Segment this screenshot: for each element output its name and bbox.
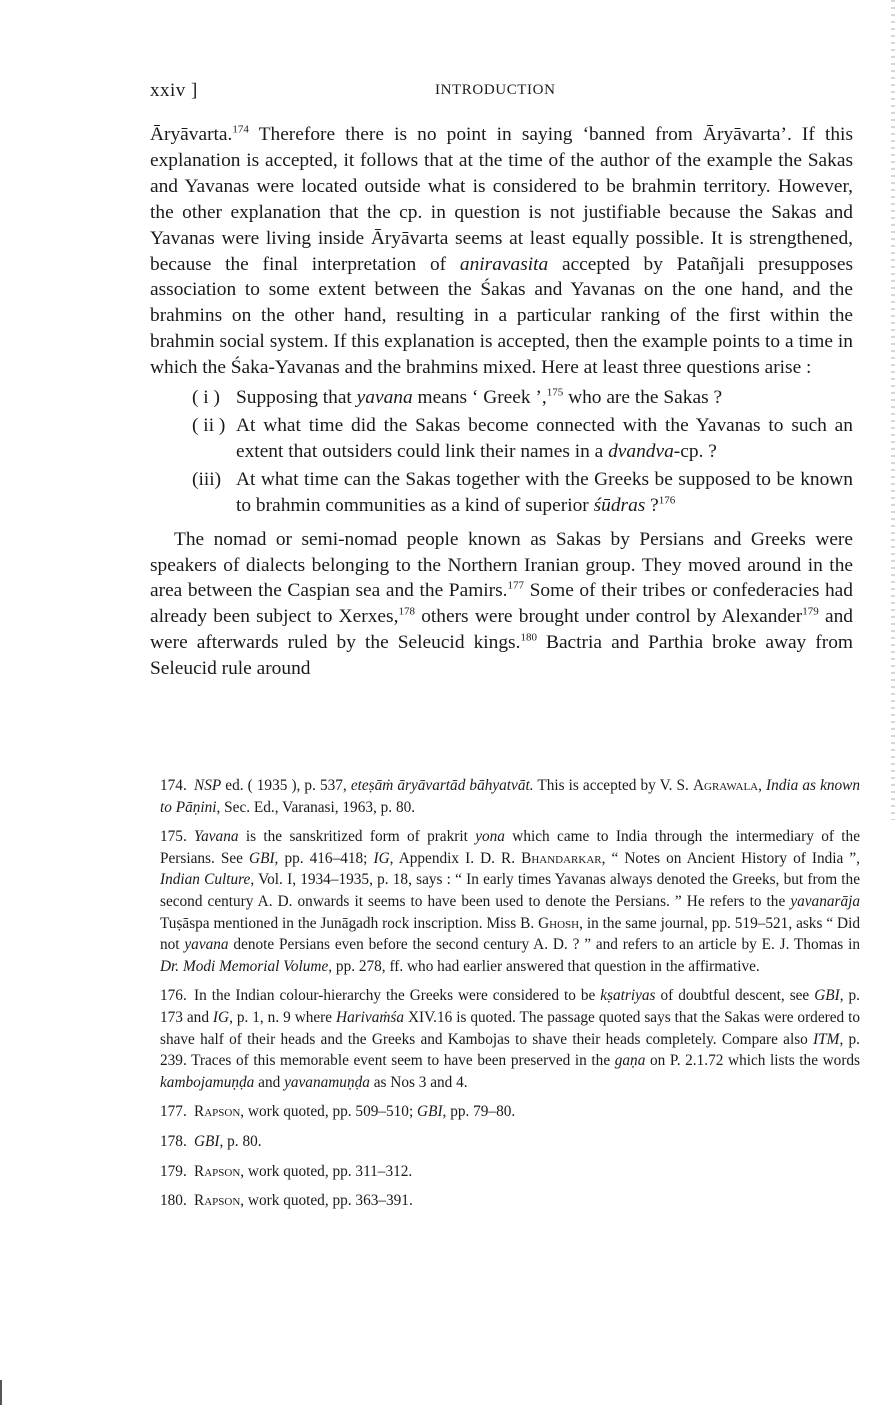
text-span: , in the same journal, pp. 519–521, asks “ Did not (160, 914, 860, 954)
abbrev: GBI (417, 1103, 443, 1121)
footnote-ref-178: 178 (398, 605, 415, 618)
footnote-number: 180. (160, 1192, 187, 1210)
footnote-ref-177: 177 (507, 579, 525, 592)
paragraph-2 (150, 527, 853, 682)
text-span: , p. 239. Traces of this memorable event seem to have been preserved in the (160, 1030, 861, 1070)
running-head: INTRODUCTION (435, 82, 556, 98)
term: yavanarāja (790, 892, 860, 910)
text-span: who are the Sakas ? (563, 387, 723, 409)
text-span: , pp. 79–80. (442, 1103, 516, 1121)
author-name: Rapson (194, 1192, 241, 1210)
text-span: In the Indian colour-hierarchy the Greeks were considered to be (194, 987, 601, 1005)
text-span: , work quoted, pp. 311–312. (240, 1162, 413, 1180)
scan-margin-line (0, 1380, 2, 1405)
paragraph-1 (150, 122, 853, 381)
term: śūdras (593, 494, 646, 516)
main-text (150, 122, 853, 682)
term: kambojamuṇḍa (160, 1073, 255, 1091)
footnote-ref-174: 174 (232, 123, 249, 136)
scan-edge-artifact (891, 0, 895, 820)
text-span: , p. 173 and (160, 987, 860, 1026)
text-span: as Nos 3 and 4. (369, 1073, 468, 1091)
page-header (150, 80, 850, 106)
text-span: At what time did the Sakas become connected with the Yavanas to such an extent that outsiders could link their names in a (236, 414, 853, 462)
text-span: which came to India through the intermediary of the Persians. See (160, 828, 860, 867)
text-span: At what time can the Sakas together with the Greeks be supposed to be known to brahmin communities as a kind of superior (236, 468, 853, 516)
text-span: Supposing that (236, 387, 357, 409)
text-span: Some of their tribes or confederacies had already been subject to Xerxes, (150, 580, 853, 628)
text-span: Āryāvarta. (150, 124, 233, 145)
book-title: Harivaṁśa (336, 1008, 405, 1026)
text-span: ? (645, 494, 659, 516)
text-span: , Appendix I. D. R. (389, 849, 522, 867)
text-span: Bactria and Parthia broke away from Seleucid rule around (150, 632, 854, 680)
abbrev: ITM (813, 1030, 840, 1048)
footnote-176 (160, 985, 860, 1093)
footnote-179 (160, 1161, 860, 1183)
abbrev: IG (373, 849, 390, 867)
question-item (192, 467, 853, 519)
question-item (192, 385, 853, 411)
question-number: ( ii ) (192, 414, 226, 436)
footnotes (160, 775, 860, 1220)
text-span: , work quoted, pp. 363–391. (240, 1192, 413, 1210)
term: gaṇa (614, 1052, 646, 1070)
footnote-ref-180: 180 (520, 631, 537, 644)
book-title: Dr. Modi Memorial Volume (160, 957, 329, 975)
footnote-ref-175: 175 (546, 386, 564, 399)
text-span: and were afterwards ruled by the Seleucid kings. (150, 606, 853, 654)
question-item (192, 413, 853, 465)
term: kṣatriyas (600, 987, 656, 1005)
footnote-180 (160, 1190, 860, 1212)
text-span: , “ Notes on Ancient History of India ”, (601, 849, 861, 867)
footnote-175 (160, 826, 860, 977)
footnote-ref-179: 179 (802, 605, 819, 618)
text-span: , pp. 278, ff. who had earlier answered that question in the affirmative. (328, 957, 760, 975)
term: yavana (356, 387, 413, 409)
term: yavana (184, 936, 229, 954)
footnote-number: 175. (160, 828, 187, 846)
text-span: is the sanskritized form of prakrit (238, 828, 476, 846)
page-number: xxiv ] (150, 80, 198, 101)
text-span: , pp. 416–418; (274, 849, 374, 867)
abbrev: GBI (814, 987, 840, 1005)
text-span: This is accepted by V. S. (533, 777, 693, 794)
text-span: Tuṣāspa mentioned in the Junāgadh rock inscription. Miss B. (160, 914, 539, 932)
author-name: Rapson (194, 1103, 241, 1121)
author-name: Rapson (194, 1162, 241, 1180)
question-number: ( i ) (192, 387, 220, 409)
term: Yavana (194, 828, 239, 846)
term-aniravasita: aniravasita (459, 253, 549, 275)
text-span: means ‘ Greek ’, (412, 387, 547, 409)
author-name: Agrawala (692, 777, 759, 794)
abbrev: GBI (194, 1132, 220, 1150)
journal-title: Indian Culture (160, 871, 251, 889)
text-span: cp. ? (680, 440, 717, 462)
text-span: others were brought under control by Alexander (414, 606, 803, 628)
text-span: The nomad or semi-nomad people known as Sakas by Persians and Greeks were speakers of dialects belonging to the Northern Iranian group. They moved around in the area between the Caspian sea and the Pamirs. (150, 528, 853, 602)
abbrev: GBI (249, 849, 275, 867)
questions-list (192, 385, 853, 519)
footnote-174 (160, 775, 860, 818)
term: yona (475, 828, 505, 846)
footnote-number: 177. (160, 1103, 187, 1121)
author-name: Ghosh (538, 914, 580, 932)
author-name: Bhandarkar (521, 849, 602, 867)
term: dvandva- (608, 440, 681, 462)
footnote-177 (160, 1101, 860, 1123)
footnote-number: 178. (160, 1132, 187, 1150)
question-number: (iii) (192, 468, 222, 490)
text-span: , (758, 777, 767, 794)
text-span: , p. 80. (219, 1132, 262, 1150)
text-span: on P. 2.1.72 which lists the words (645, 1052, 861, 1070)
footnote-178 (160, 1131, 860, 1153)
footnote-ref-176: 176 (658, 494, 676, 507)
text-span: , Vol. I, 1934–1935, p. 18, says : “ In early times Yavanas always denoted the Greeks, but from the second century A. D. onwards it seems to have been used to denote the Persians. ” He refers to the (160, 871, 860, 910)
term: yavanamuṇḍa (284, 1073, 370, 1091)
text-span: , Sec. Ed., Varanasi, 1963, p. 80. (216, 798, 416, 816)
abbrev: NSP (194, 777, 222, 794)
text-span: of doubtful descent, see (655, 987, 815, 1005)
sanskrit-quote: eteṣāṁ āryāvartād bāhyatvāt. (350, 777, 534, 794)
footnote-number: 179. (160, 1162, 187, 1180)
text-span: accepted by Patañjali presupposes association to some extent between the Śakas and Yavanas on the one hand, and the brahmins on the other hand, resulting in a particular ranking of the first within the brahmin social system. If this explanation is accepted, then the example points to a time in which the Śaka-Yavanas and the brahmins mixed. Here at least three questions arise : (150, 253, 853, 379)
text-span: denote Persians even before the second century A. D. ? ” and refers to an article by E. J. Thomas in (228, 936, 860, 954)
text-span: XIV.16 is quoted. The passage quoted says that the Sakas were ordered to shave half of their heads and the Greeks and Kambojas to shave their heads completely. Compare also (160, 1008, 860, 1048)
text-span: , work quoted, pp. 509–510; (240, 1103, 418, 1121)
text-span: ed. ( 1935 ), p. 537, (221, 777, 351, 794)
text-span: , p. 1, n. 9 where (229, 1008, 337, 1026)
footnote-number: 176. (160, 987, 187, 1005)
text-span: and (254, 1073, 285, 1091)
footnote-number: 174. (160, 777, 187, 794)
text-span: Therefore there is no point in saying ‘banned from Āryāvarta’. If this explanation is accepted, it follows that at the time of the author of the example the Sakas and Yavanas were located outside what is considered to be brahmin territory. However, the other explanation that the cp. in question is not justifiable because the Sakas and Yavanas were living inside Āryāvarta seems at least equally possible. It is strengthened, because the final interpretation of (150, 124, 853, 275)
abbrev: IG (212, 1008, 230, 1026)
book-title: India as known to Pāṇini (160, 777, 861, 816)
